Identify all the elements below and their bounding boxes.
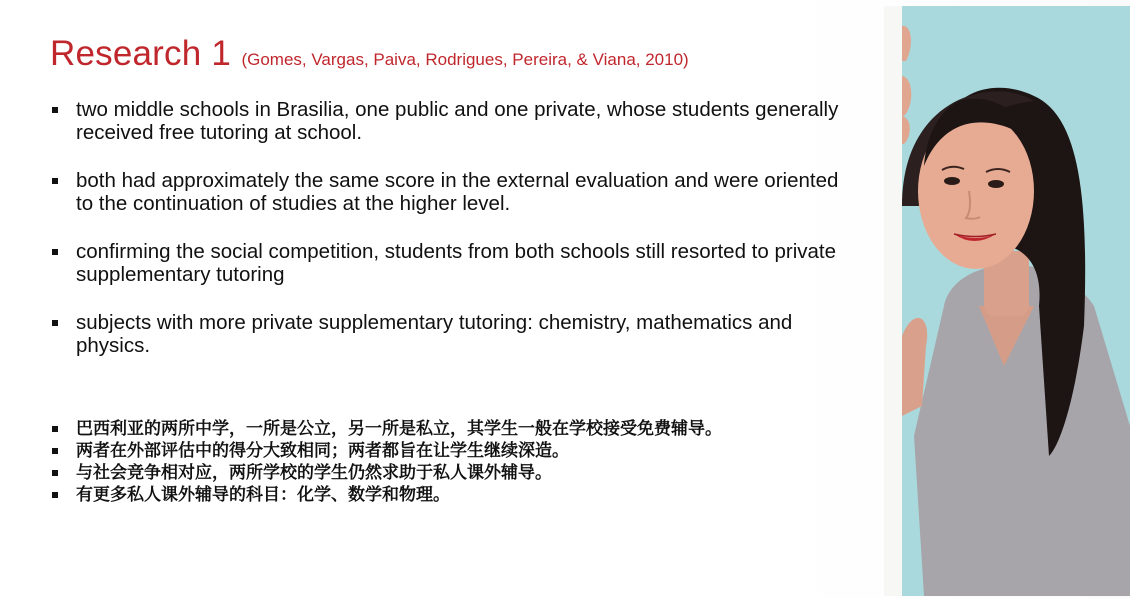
square-bullet-icon xyxy=(52,249,58,255)
bullet-text: confirming the social competition, students from both schools still resorted to private supplementary tutoring xyxy=(76,240,836,286)
bullet-text: both had approximately the same score in the external evaluation and were oriented to the continuation of studies at the higher level. xyxy=(76,169,839,215)
square-bullet-icon xyxy=(52,448,58,454)
bullet-text: 与社会竞争相对应，两所学校的学生仍然求助于私人课外辅导。 xyxy=(76,463,552,483)
list-item xyxy=(50,462,865,484)
chinese-bullet-list xyxy=(50,418,865,506)
list-item xyxy=(50,418,865,440)
list-item xyxy=(50,98,860,144)
square-bullet-icon xyxy=(52,107,58,113)
bullet-text: two middle schools in Brasilia, one public and one private, whose students generally received free tutoring at school. xyxy=(76,98,839,144)
list-item xyxy=(50,484,865,506)
list-item xyxy=(50,311,860,357)
bullet-text: 有更多私人课外辅导的科目：化学、数学和物理。 xyxy=(76,485,450,505)
square-bullet-icon xyxy=(52,426,58,432)
square-bullet-icon xyxy=(52,178,58,184)
woman-illustration-icon xyxy=(884,6,1130,596)
bullet-text: 巴西利亚的两所中学，一所是公立，另一所是私立，其学生一般在学校接受免费辅导。 xyxy=(76,419,722,439)
square-bullet-icon xyxy=(52,492,58,498)
list-item xyxy=(50,169,860,215)
bullet-text: subjects with more private supplementary tutoring: chemistry, mathematics and physics. xyxy=(76,311,793,357)
slide-title xyxy=(50,34,689,74)
square-bullet-icon xyxy=(52,470,58,476)
bullet-text: 两者在外部评估中的得分大致相同；两者都旨在让学生继续深造。 xyxy=(76,441,569,461)
title-citation: (Gomes, Vargas, Paiva, Rodrigues, Pereira, & Viana, 2010) xyxy=(241,50,689,69)
list-item xyxy=(50,240,860,286)
square-bullet-icon xyxy=(52,320,58,326)
title-text: Research 1 xyxy=(50,34,231,73)
english-bullet-list xyxy=(50,98,860,382)
list-item xyxy=(50,440,865,462)
woman-photo xyxy=(884,6,1130,596)
